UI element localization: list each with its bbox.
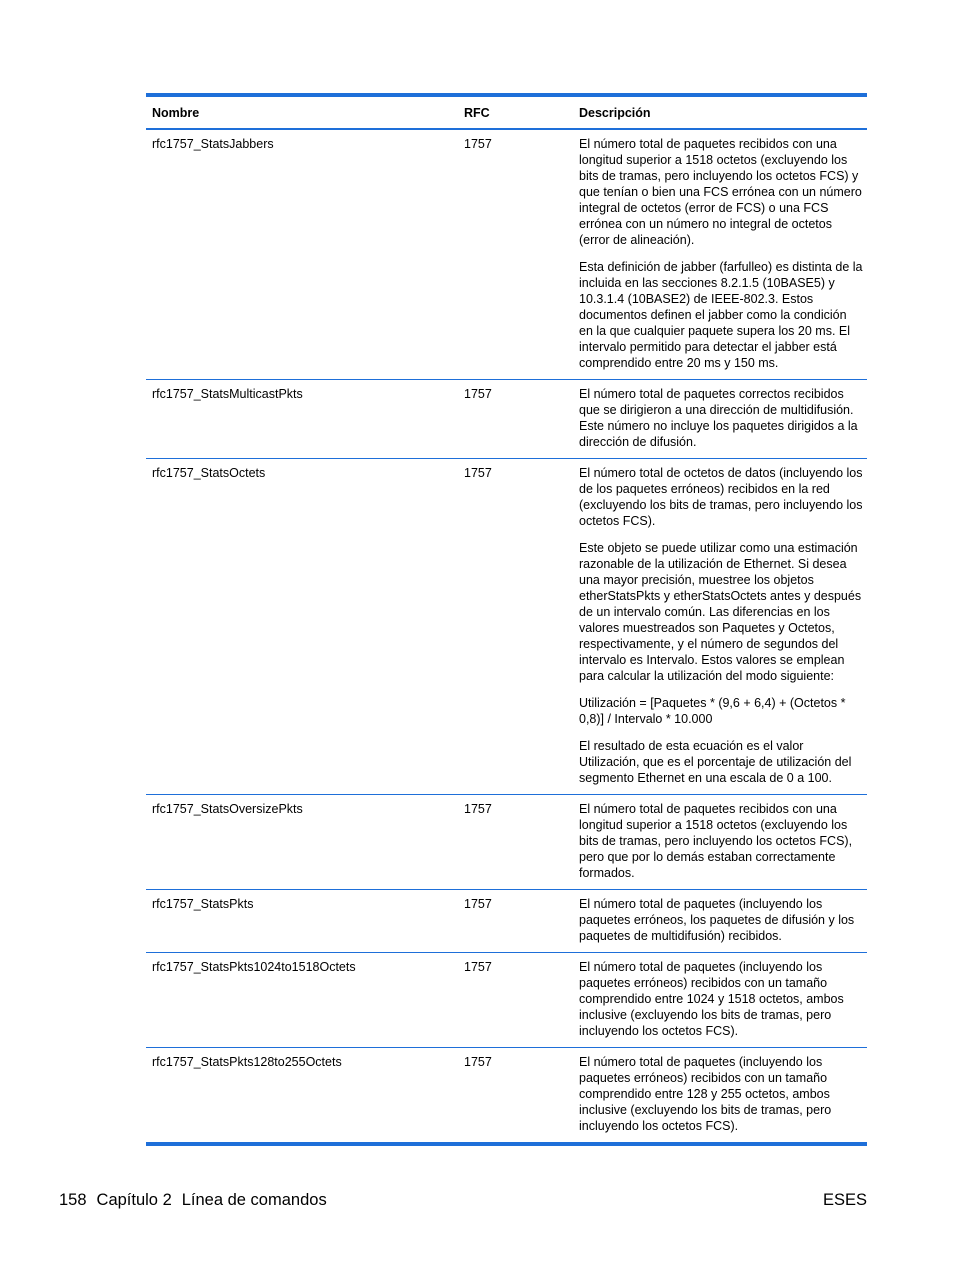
description-paragraph: Este objeto se puede utilizar como una estimación razonable de la utilización de Ethernet. Si desea una mayor precisión, muestree los objetos etherStatsPkts y etherStatsOctets antes y después de un intervalo común. Las diferencias en los valores muestreados son Paquetes y Octetos, respectivamente, y el número de segundos del intervalo es Intervalo. Estos valores se emplean para calcular la utilización del modo siguiente: <box>579 541 862 683</box>
row-rfc: 1757 <box>464 387 492 401</box>
description-paragraph: El número total de paquetes (incluyendo los paquetes erróneos) recibidos con un tamaño comprendido entre 128 y 255 octetos, ambos inclusive (excluyendo los bits de tramas, pero incluyendo los octetos FCS). <box>579 1055 832 1133</box>
row-name: rfc1757_StatsJabbers <box>152 137 274 151</box>
row-rfc: 1757 <box>464 137 492 151</box>
header-description: Descripción <box>579 105 651 120</box>
footer-left <box>59 1191 327 1210</box>
table-row <box>146 795 867 890</box>
footer-right: ESES <box>822 1191 867 1209</box>
description-paragraph: Utilización = [Paquetes * (9,6 + 6,4) + (Octetos * 0,8)] / Intervalo * 10.000 <box>579 696 846 726</box>
row-name: rfc1757_StatsOctets <box>152 466 266 480</box>
row-name: rfc1757_StatsMulticastPkts <box>152 387 303 401</box>
description-paragraph: El resultado de esta ecuación es el valor Utilización, que es el porcentaje de utilización del segmento Ethernet en una escala de 0 a 100. <box>579 739 852 785</box>
mib-objects-table <box>146 93 867 1146</box>
table-row <box>146 130 867 380</box>
description-paragraph: El número total de paquetes recibidos con una longitud superior a 1518 octetos (excluyendo los bits de tramas, pero incluyendo los octetos FCS) y que tenían o bien una FCS errónea con un número integral de octetos (error de FCS) o una FCS errónea con un número no integral de octetos (error de alineación). <box>579 137 862 247</box>
table-row <box>146 380 867 459</box>
row-rfc: 1757 <box>464 466 492 480</box>
row-description <box>573 896 867 946</box>
description-paragraph: El número total de paquetes (incluyendo los paquetes erróneos, los paquetes de difusión y los paquetes de multidifusión) recibidos. <box>579 897 855 943</box>
row-name: rfc1757_StatsPkts <box>152 897 254 911</box>
page-number: 158 <box>59 1191 87 1209</box>
row-description <box>573 959 867 1041</box>
description-paragraph: El número total de paquetes recibidos con una longitud superior a 1518 octetos (excluyendo los bits de tramas, pero incluyendo los octetos FCS), pero que por lo demás estaban correctamente formados. <box>579 802 853 880</box>
table-row <box>146 459 867 795</box>
chapter-title: Línea de comandos <box>181 1191 327 1209</box>
description-paragraph: El número total de octetos de datos (incluyendo los de los paquetes erróneos) recibidos en la red (excluyendo los bits de tramas, pero incluyendo los octetos FCS). <box>579 466 863 528</box>
table-row <box>146 953 867 1048</box>
row-description <box>573 386 867 452</box>
description-paragraph: El número total de paquetes (incluyendo los paquetes erróneos) recibidos con un tamaño comprendido entre 1024 y 1518 octetos, ambos inclusive (excluyendo los bits de tramas, pero incluyendo los octetos FCS). <box>579 960 844 1038</box>
header-name: Nombre <box>152 105 200 120</box>
description-paragraph: El número total de paquetes correctos recibidos que se dirigieron a una dirección de multidifusión. Este número no incluye los paquetes dirigidos a la dirección de difusión. <box>579 387 858 449</box>
row-rfc: 1757 <box>464 1055 492 1069</box>
row-description <box>573 465 867 788</box>
row-name: rfc1757_StatsPkts128to255Octets <box>152 1055 342 1069</box>
chapter-label: Capítulo 2 <box>96 1191 172 1209</box>
row-name: rfc1757_StatsPkts1024to1518Octets <box>152 960 356 974</box>
table-row <box>146 1048 867 1142</box>
table-row <box>146 890 867 953</box>
page-footer <box>59 1191 867 1210</box>
row-rfc: 1757 <box>464 897 492 911</box>
row-rfc: 1757 <box>464 802 492 816</box>
row-description <box>573 1054 867 1136</box>
row-rfc: 1757 <box>464 960 492 974</box>
description-paragraph: Esta definición de jabber (farfulleo) es distinta de la incluida en las secciones 8.2.1.5 (10BASE5) y 10.3.1.4 (10BASE2) de IEEE-802.3. Estos documentos definen el jabber como la condición en la que cualquier paquete supera los 20 ms. El intervalo permitido para detectar el jabber está comprendido entre 20 ms y 150 ms. <box>579 260 863 370</box>
header-rfc: RFC <box>464 105 490 120</box>
row-description <box>573 136 867 373</box>
row-description <box>573 801 867 883</box>
row-name: rfc1757_StatsOversizePkts <box>152 802 303 816</box>
table-header-row <box>146 97 867 130</box>
